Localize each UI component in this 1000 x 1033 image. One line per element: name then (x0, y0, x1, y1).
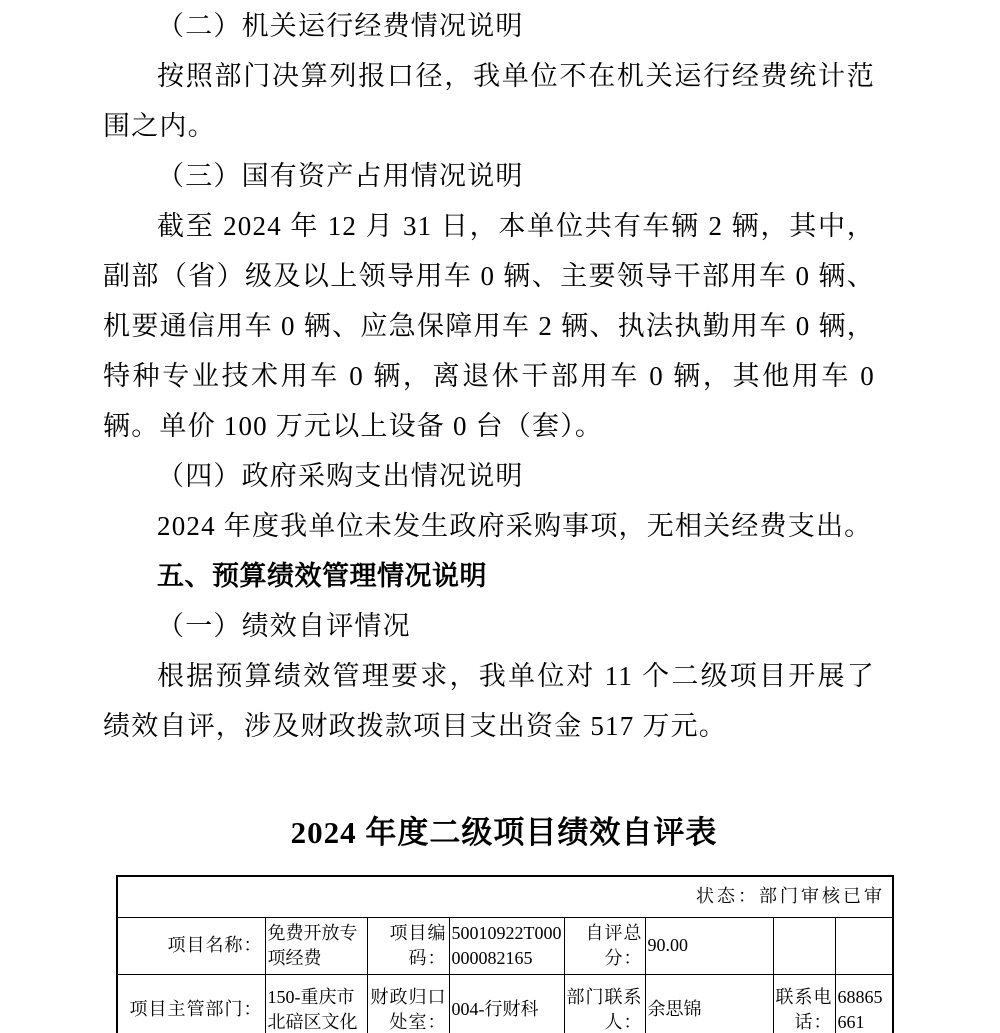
section-heading-operating-expense: （二）机关运行经费情况说明 (157, 11, 524, 41)
paragraph-operating-expense: 按照部门决算列报口径，我单位不在机关运行经费统计范围之内。 (103, 61, 875, 141)
finance-office-label: 财政归口处室： (367, 974, 449, 1033)
table-row (117, 974, 893, 1033)
contact-phone-label: 联系电话： (773, 974, 835, 1033)
contact-person-label: 部门联系人： (564, 974, 645, 1033)
supervising-department-value: 150-重庆市北碚区文化 (265, 974, 367, 1033)
table-row-status (117, 876, 893, 917)
project-code-label: 项目编码： (367, 917, 449, 974)
project-name-value: 免费开放专项经费 (265, 917, 367, 974)
contact-phone-value: 68865661 (835, 974, 893, 1033)
table-title: 2024 年度二级项目绩效自评表 (290, 815, 718, 850)
contact-person-value: 余思锦 (645, 974, 773, 1033)
supervising-department-label: 项目主管部门： (117, 974, 265, 1033)
chapter-heading-performance-management: 五、预算绩效管理情况说明 (157, 561, 487, 591)
project-code-value: 50010922T000000082165 (449, 917, 564, 974)
empty-value-cell (835, 917, 893, 974)
table-row (117, 917, 893, 974)
project-name-label: 项目名称： (117, 917, 265, 974)
document-body (103, 1, 875, 751)
section-heading-state-assets: （三）国有资产占用情况说明 (157, 161, 524, 191)
self-score-label: 自评总分： (564, 917, 645, 974)
paragraph-state-assets: 截至 2024 年 12 月 31 日，本单位共有车辆 2 辆，其中，副部（省）级及以上领导用车 0 辆、主要领导干部用车 0 辆、机要通信用车 0 辆、应急保障用车 2 辆、执法执勤用车 0 辆，特种专业技术用车 0 辆，离退休干部用车 0 辆，其他用车 0 辆。单价 100 万元以上设备 0 台（套）。 (103, 211, 875, 441)
paragraph-self-evaluation: 根据预算绩效管理要求，我单位对 11 个二级项目开展了绩效自评，涉及财政拨款项目支出资金 517 万元。 (103, 661, 875, 741)
empty-label-cell (773, 917, 835, 974)
section-heading-procurement: （四）政府采购支出情况说明 (157, 461, 524, 491)
status-cell: 状态：部门审核已审 (117, 876, 893, 917)
finance-office-value: 004-行财科 (449, 974, 564, 1033)
section-heading-self-evaluation: （一）绩效自评情况 (157, 611, 411, 641)
self-score-value: 90.00 (645, 917, 773, 974)
paragraph-procurement: 2024 年度我单位未发生政府采购事项，无相关经费支出。 (157, 511, 873, 541)
self-evaluation-table (116, 875, 894, 1033)
